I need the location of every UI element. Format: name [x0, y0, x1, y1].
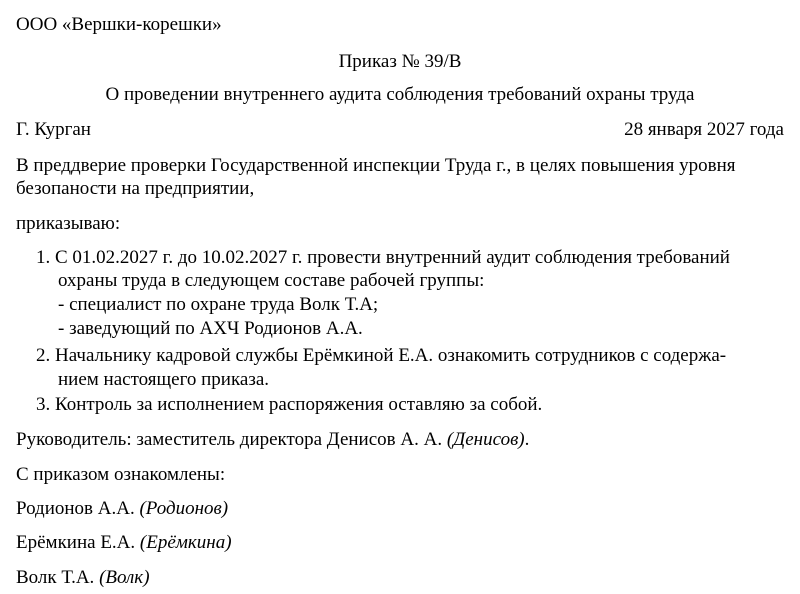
- order-word: приказываю:: [16, 213, 121, 234]
- acquainted-signature: (Родионов): [139, 498, 229, 519]
- item-1-line-2: охраны труда в следующем составе рабочей группы:: [58, 270, 485, 291]
- item-1-line-1: 1. С 01.02.2027 г. до 10.02.2027 г. провести внутренний аудит соблюдения требований: [36, 247, 730, 268]
- acquainted-row-2: [16, 531, 232, 554]
- acquainted-row-1: [16, 497, 228, 520]
- order-title: Приказ № 39/В: [338, 51, 462, 72]
- head-signature-line: [16, 428, 529, 451]
- item-2-line-1: 2. Начальнику кадровой службы Ерёмкиной Е.А. ознакомить сотрудников с содержа-: [36, 345, 727, 366]
- head-position-name: Руководитель: заместитель директора Денисов А. А.: [16, 429, 447, 450]
- preamble-line-1: В преддверие проверки Государственной инспекции Труда г., в целях повышения уровня: [16, 155, 736, 176]
- head-signature: (Денисов): [446, 429, 525, 450]
- acquainted-row-3: [16, 566, 150, 589]
- acquainted-signature: (Ерёмкина): [139, 532, 232, 553]
- order-subject: О проведении внутреннего аудита соблюдения требований охраны труда: [105, 84, 695, 105]
- organization-name: ООО «Вершки-корешки»: [16, 14, 222, 35]
- head-tail: .: [524, 429, 530, 450]
- item-1-member-2: - заведующий по АХЧ Родионов А.А.: [58, 318, 363, 339]
- item-2-line-2: нием настоящего приказа.: [58, 369, 270, 390]
- acquainted-name: Волк Т.А.: [16, 567, 100, 588]
- order-date: 28 января 2027 года: [624, 119, 784, 140]
- acquainted-signature: (Волк): [99, 567, 150, 588]
- acquainted-name: Ерёмкина Е.А.: [16, 532, 140, 553]
- acquainted-label: С приказом ознакомлены:: [16, 464, 226, 485]
- item-1-member-1: - специалист по охране труда Волк Т.А;: [58, 294, 379, 315]
- city: Г. Курган: [16, 119, 91, 140]
- item-3-line-1: 3. Контроль за исполнением распоряжения оставляю за собой.: [36, 394, 543, 415]
- preamble-line-2: безопаности на предприятии,: [16, 178, 255, 199]
- acquainted-name: Родионов А.А.: [16, 498, 140, 519]
